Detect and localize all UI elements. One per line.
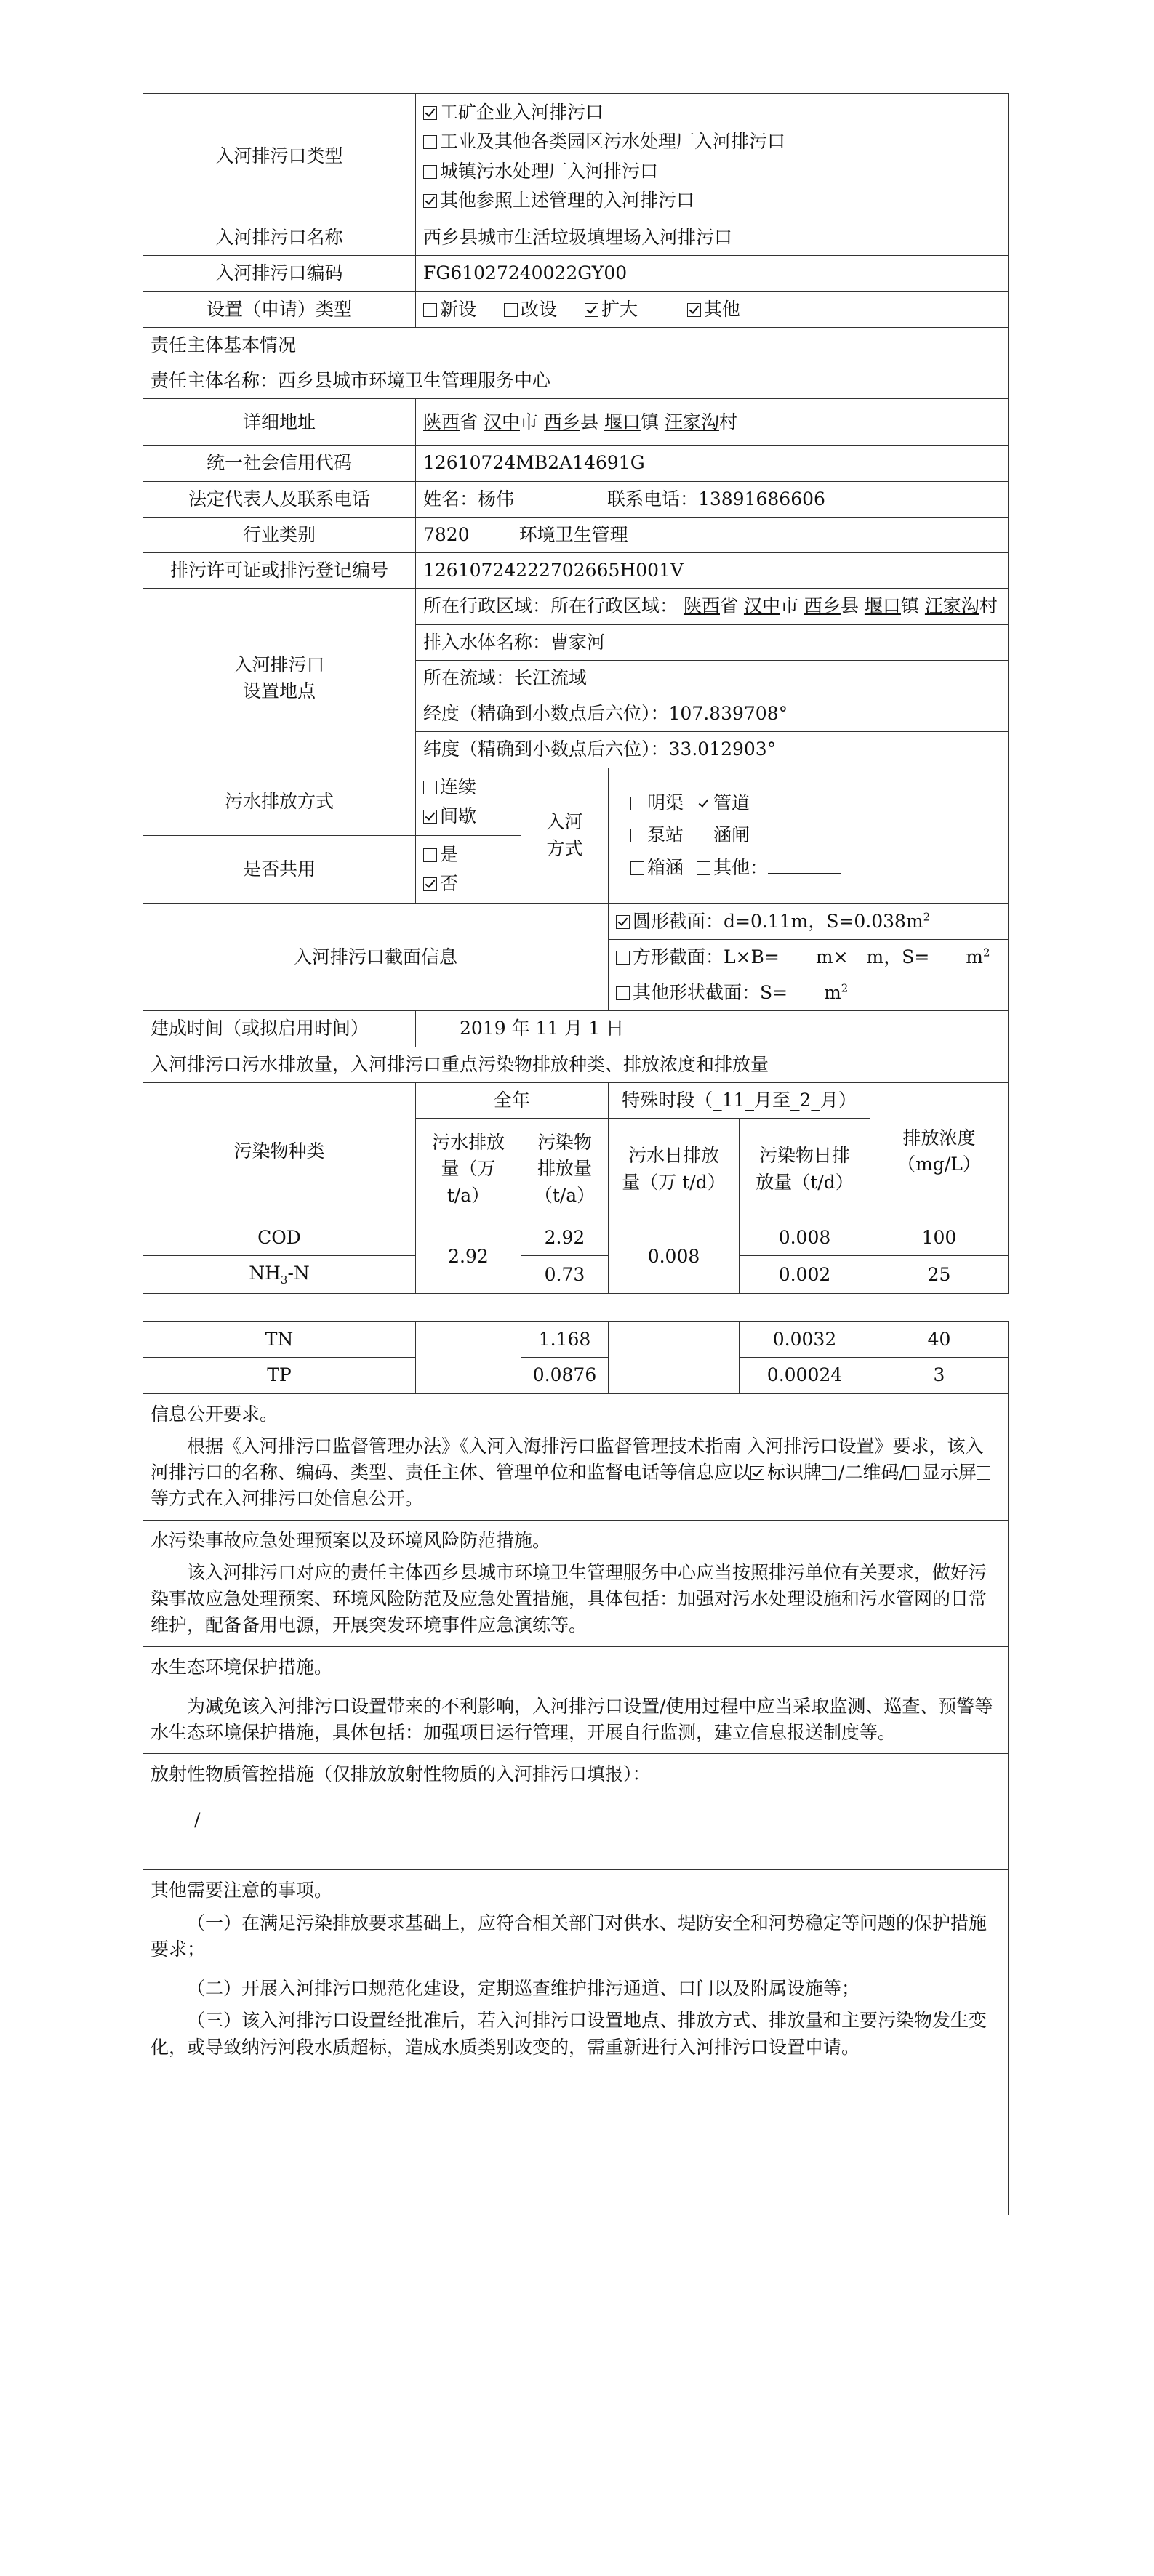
form-table-page2 (143, 1321, 1009, 2215)
radioactive-value: / (194, 1808, 201, 1830)
industry-label: 行业类别 (143, 517, 416, 552)
location-latitude: 纬度（精确到小数点后六位）：33.012903° (416, 732, 1009, 768)
permit-row (143, 553, 1009, 589)
industry-name: 环境卫生管理 (518, 523, 628, 545)
ecology-row (143, 1646, 1009, 1754)
discharge-mode-label: 污水排放方式 (143, 768, 416, 836)
concentration-value: 3 (870, 1358, 1009, 1393)
outfall-name-row (143, 220, 1009, 256)
daily-water-header: 污水日排放 量（万 t/d） (609, 1119, 740, 1220)
ecology-title: 水生态环境保护措施。 (151, 1656, 333, 1678)
radioactive-row (143, 1754, 1009, 1870)
entity-section-row (143, 327, 1009, 363)
daily-water-value: 0.008 (609, 1220, 740, 1294)
outfall-type-option-4[interactable]: 其他参照上述管理的入河排污口 (423, 186, 1001, 215)
outfall-type-option-1[interactable]: 工矿企业入河排污口 (423, 98, 1001, 127)
ecology-cell (143, 1646, 1009, 1754)
setup-option-expand[interactable]: 扩大 (585, 299, 638, 320)
entry-option-box-culvert[interactable]: 箱涵 (616, 852, 694, 884)
concentration-value: 25 (870, 1256, 1009, 1294)
legal-rep-value (416, 481, 1009, 517)
page-break (143, 1294, 1008, 1321)
location-region: 所在行政区域：所在行政区域： 陕西省 汉中市 西乡县 堰口镇 汪家沟村 (416, 589, 1009, 624)
annual-pollutant-header: 污染物 排放量 （t/a） (521, 1119, 609, 1220)
entry-mode-options (609, 768, 1009, 903)
other-notes-row (143, 1870, 1009, 2215)
legal-rep-name: 姓名：杨伟 (423, 488, 515, 510)
table-row (143, 1322, 1009, 1358)
entity-name-row (143, 363, 1009, 399)
annual-water-header: 污水排放 量（万 t/a） (416, 1119, 521, 1220)
permit-value: 12610724222702665H001V (416, 553, 1009, 589)
checkbox-icon[interactable] (423, 810, 437, 824)
checkbox-icon[interactable] (423, 781, 437, 794)
checkbox-icon[interactable] (423, 106, 437, 120)
entry-option-channel[interactable]: 明渠 (616, 787, 694, 819)
shared-option-yes[interactable]: 是 (423, 840, 513, 869)
outfall-type-option-2[interactable]: 工业及其他各类园区污水处理厂入河排污口 (423, 127, 1001, 156)
disclosure-cell (143, 1393, 1009, 1520)
entry-option-other[interactable]: 其他： (694, 852, 844, 884)
pollutant-name: $NH_3-N$ (143, 1256, 416, 1294)
credit-code-label: 统一社会信用代码 (143, 446, 416, 481)
checkbox-icon[interactable] (585, 303, 598, 317)
location-longitude: 经度（精确到小数点后六位）：107.839708° (416, 696, 1009, 732)
entry-option-pipe[interactable]: 管道 (694, 787, 844, 819)
checkbox-icon[interactable] (423, 165, 437, 179)
build-time-value: 2019 年 11 月 1 日 (416, 1011, 1009, 1047)
entry-option-sluice[interactable]: 涵闸 (694, 819, 844, 851)
checkbox-icon[interactable] (504, 303, 518, 317)
emergency-row (143, 1520, 1009, 1646)
setup-type-label: 设置（申请）类型 (143, 291, 416, 327)
legal-rep-label: 法定代表人及联系电话 (143, 481, 416, 517)
setup-type-row (143, 291, 1009, 327)
blank-line[interactable] (768, 860, 841, 874)
industry-value (416, 517, 1009, 552)
ecology-text: 为减免该入河排污口设置带来的不利影响，入河排污口设置/使用过程中应当采取监测、巡查、预警等水生态环境保护措施，具体包括：加强项目运行管理，开展自行监测，建立信息报送制度等。 (151, 1695, 993, 1743)
location-label: 入河排污口 设置地点 (143, 589, 416, 768)
mode-option-continuous[interactable]: 连续 (423, 773, 513, 802)
industry-row (143, 517, 1009, 552)
checkbox-icon[interactable] (423, 194, 437, 208)
daily-pollutant-value: 0.008 (740, 1220, 870, 1256)
daily-pollutant-value: 0.002 (740, 1256, 870, 1294)
checkbox-icon[interactable] (423, 877, 437, 891)
radioactive-cell (143, 1754, 1009, 1870)
emergency-text: 该入河排污口对应的责任主体西乡县城市环境卫生管理服务中心应当按照排污单位有关要求，做好污染事故应急处理预案、环境风险防范及应急处置措施，具体包括：加强对污水处理设施和污水管网的日常维护，配备备用电源，开展突发环境事件应急演练等。 (151, 1561, 987, 1636)
other-note-item: （一）在满足污染排放要求基础上，应符合相关部门对供水、堤防安全和河势稳定等问题的保护措施要求； (151, 1912, 987, 1960)
daily-pollutant-value: 0.00024 (740, 1358, 870, 1393)
application-form (143, 93, 1008, 2215)
setup-type-options (416, 291, 1009, 327)
daily-pollutant-value: 0.0032 (740, 1322, 870, 1358)
pollutant-name: TP (143, 1358, 416, 1393)
concentration-value: 40 (870, 1322, 1009, 1358)
mode-option-intermittent[interactable]: 间歇 (423, 802, 513, 831)
outfall-type-options (416, 94, 1009, 220)
annual-pollutant-value: 0.0876 (521, 1358, 609, 1393)
other-note-item: （二）开展入河排污口规范化建设，定期巡查维护排污通道、口门以及附属设施等； (187, 1978, 860, 1999)
permit-label: 排污许可证或排污登记编号 (143, 553, 416, 589)
checkbox-icon[interactable] (905, 1466, 919, 1480)
entity-name: 责任主体名称：西乡县城市环境卫生管理服务中心 (143, 363, 1009, 399)
annual-water-value: 2.92 (416, 1220, 521, 1294)
pollutant-name: COD (143, 1220, 416, 1256)
table-row (143, 1256, 1009, 1294)
credit-code-row (143, 446, 1009, 481)
discharge-mode-row (143, 768, 1009, 836)
entry-mode-label: 入河 方式 (521, 768, 609, 903)
checkbox-icon[interactable] (697, 797, 710, 810)
address-value: 陕西省 汉中市 西乡县 堰口镇 汪家沟村 (416, 399, 1009, 446)
checkbox-icon[interactable] (423, 848, 437, 862)
outfall-type-option-3[interactable]: 城镇污水处理厂入河排污口 (423, 157, 1001, 186)
legal-rep-row (143, 481, 1009, 517)
section-square[interactable]: 方形截面：L×B= m× m，S= $m^2$ (609, 939, 1009, 975)
form-table-page1 (143, 93, 1009, 1294)
daily-pollutant-header: 污染物日排 放量（t/d） (740, 1119, 870, 1220)
special-period-header: 特殊时段（_11_月至_2_月） (609, 1082, 870, 1118)
checkbox-icon[interactable] (697, 829, 710, 842)
outfall-code-value: FG61027240022GY00 (416, 256, 1009, 291)
blank-line[interactable] (694, 193, 833, 206)
setup-option-other[interactable]: 其他 (687, 299, 740, 320)
checkbox-icon[interactable] (630, 797, 644, 810)
location-basin: 所在流域：长江流域 (416, 660, 1009, 696)
checkbox-icon[interactable] (750, 1466, 764, 1480)
shared-label: 是否共用 (143, 836, 416, 904)
checkbox-icon[interactable] (977, 1466, 990, 1480)
annual-pollutant-value: 0.73 (521, 1256, 609, 1294)
checkbox-icon[interactable] (616, 951, 630, 965)
annual-pollutant-value: 2.92 (521, 1220, 609, 1256)
pollutant-section-row (143, 1047, 1009, 1082)
pollutant-type-header: 污染物种类 (143, 1082, 416, 1220)
other-notes-title: 其他需要注意的事项。 (151, 1880, 333, 1901)
outfall-name-value: 西乡县城市生活垃圾填埋场入河排污口 (416, 220, 1009, 256)
checkbox-icon[interactable] (616, 915, 630, 929)
other-notes-cell (143, 1870, 1009, 2215)
setup-option-change[interactable]: 改设 (504, 299, 557, 320)
annual-water-value (416, 1322, 521, 1394)
shared-option-no[interactable]: 否 (423, 869, 513, 898)
setup-option-new[interactable]: 新设 (423, 299, 476, 320)
pollutant-section-title: 入河排污口污水排放量，入河排污口重点污染物排放种类、排放浓度和排放量 (143, 1047, 1009, 1082)
outfall-name-label: 入河排污口名称 (143, 220, 416, 256)
outfall-type-row (143, 94, 1009, 220)
daily-water-value (609, 1322, 740, 1394)
address-label: 详细地址 (143, 399, 416, 446)
table-row (143, 1358, 1009, 1393)
entity-section-title: 责任主体基本情况 (143, 327, 1009, 363)
annual-pollutant-value: 1.168 (521, 1322, 609, 1358)
legal-rep-phone: 联系电话：13891686606 (606, 488, 825, 510)
table-row (143, 1220, 1009, 1256)
concentration-header: 排放浓度 （mg/L） (870, 1082, 1009, 1220)
credit-code-value: 12610724MB2A14691G (416, 446, 1009, 481)
discharge-mode-options (416, 768, 521, 836)
radioactive-title: 放射性物质管控措施（仅排放放射性物质的入河排污口填报）： (151, 1763, 651, 1785)
checkbox-icon[interactable] (630, 829, 644, 842)
disclosure-text: 根据《入河排污口监督管理办法》《入河入海排污口监督管理技术指南 入河排污口设置》要求，该入河排污口的名称、编码、类型、责任主体、管理单位和监督电话等信息应以 标识牌 /二维码/ 显示屏等方式在入河排污口处信息公开。 (151, 1430, 1001, 1516)
build-time-label: 建成时间（或拟启用时间） (143, 1011, 416, 1047)
emergency-cell (143, 1520, 1009, 1646)
shared-options (416, 836, 521, 904)
checkbox-icon[interactable] (822, 1466, 836, 1480)
annual-header: 全年 (416, 1082, 609, 1118)
location-region-row (143, 589, 1009, 624)
industry-code: 7820 (423, 523, 470, 545)
checkbox-icon[interactable] (687, 303, 701, 317)
section-other[interactable]: 其他形状截面：S= $m^2$ (609, 975, 1009, 1011)
checkbox-icon[interactable] (616, 986, 630, 1000)
outfall-code-label: 入河排污口编码 (143, 256, 416, 291)
pollutant-header-row-1 (143, 1082, 1009, 1118)
section-info-label: 入河排污口截面信息 (143, 903, 609, 1011)
pollutant-name: TN (143, 1322, 416, 1358)
concentration-value: 100 (870, 1220, 1009, 1256)
checkbox-icon[interactable] (697, 861, 710, 875)
address-row (143, 399, 1009, 446)
section-circle[interactable]: 圆形截面：d=0.11m，$S=0.038m^2$ (609, 903, 1009, 939)
outfall-type-label: 入河排污口类型 (143, 94, 416, 220)
location-water-body: 排入水体名称：曹家河 (416, 624, 1009, 660)
emergency-title: 水污染事故应急处理预案以及环境风险防范措施。 (151, 1529, 551, 1551)
entry-mode-grid (616, 787, 844, 884)
disclosure-row (143, 1393, 1009, 1520)
disclosure-title: 信息公开要求。 (151, 1403, 279, 1425)
build-time-row (143, 1011, 1009, 1047)
entry-option-pump[interactable]: 泵站 (616, 819, 694, 851)
checkbox-icon[interactable] (423, 303, 437, 317)
checkbox-icon[interactable] (630, 861, 644, 875)
other-note-item: （三）该入河排污口设置经批准后，若入河排污口设置地点、排放方式、排放量和主要污染物发生变化，或导致纳污河段水质超标，造成水质类别改变的，需重新进行入河排污口设置申请。 (151, 2010, 987, 2058)
outfall-code-row (143, 256, 1009, 291)
checkbox-icon[interactable] (423, 135, 437, 149)
section-circle-row (143, 903, 1009, 939)
